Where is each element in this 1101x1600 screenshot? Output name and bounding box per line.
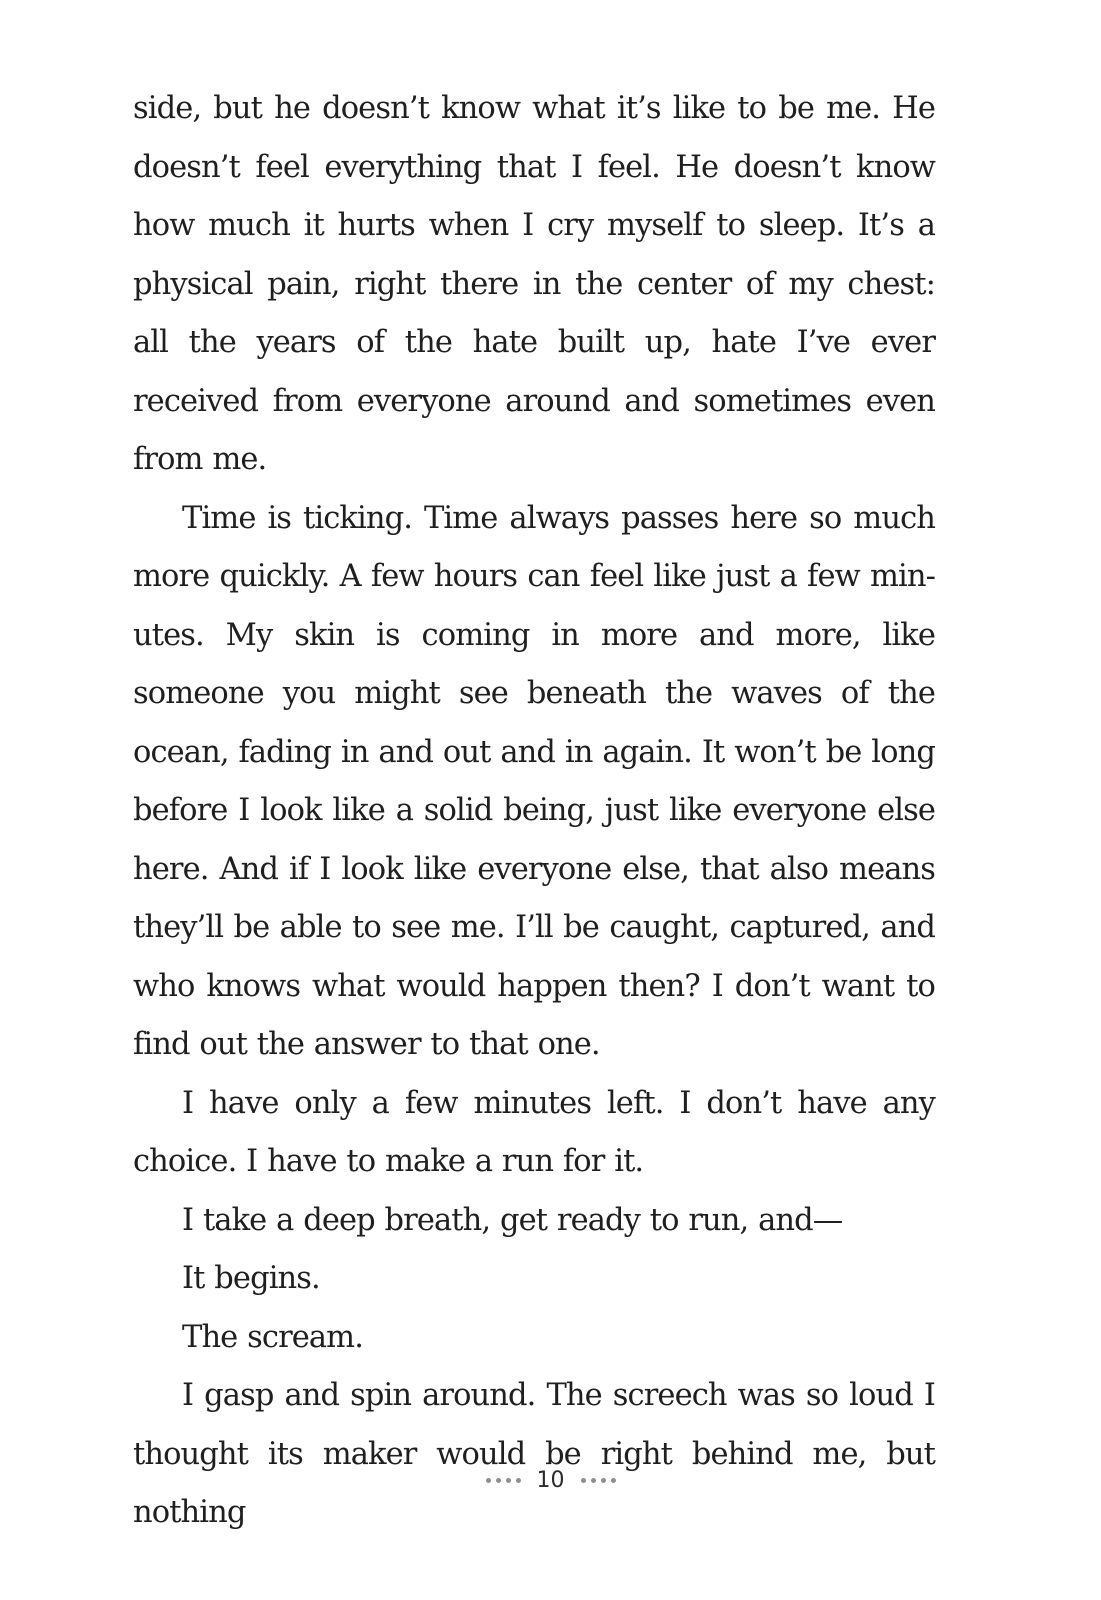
paragraph-7: I gasp and spin around. The screech was so loud I thought its maker would be right behind me, but nothing [133,1378,935,1530]
ornament-dot [516,1478,521,1483]
ornament-dot [496,1478,501,1483]
page-number: 10 [536,1467,565,1493]
paragraph-5: It begins. [182,1261,320,1296]
ornament-dot [591,1478,596,1483]
ornament-dot [486,1478,491,1483]
ornament-dot [611,1478,616,1483]
ornament-dot [601,1478,606,1483]
paragraph-4: I take a deep breath, get ready to run, and— [182,1202,843,1238]
paragraph-6: The scream. [182,1319,363,1355]
ornament-dot [581,1478,586,1483]
ornament-dot [506,1478,511,1483]
page-footer [0,1462,1101,1498]
paragraph-1: side, but he doesn’t know what it’s like to be me. He doesn’t feel everything that I feel. He doesn’t know how much it hurts when I cry myself to sleep. It’s a physical pain, right there in the center of my chest: all the years of the hate built up, hate I’ve ever received from everyone around and sometimes even from me. [133,91,935,477]
paragraph-3: I have only a few minutes left. I don’t have any choice. I have to make a run for it. [133,1085,935,1179]
paragraph-2: Time is ticking. Time always passes here so much more quickly. A few hours can feel like just a few min-utes. My skin is coming in more and more, like someone you might see beneath the waves of the ocean, fading in and out and in again. It won’t be long before I look like a solid being, just like everyone else here. And if I look like everyone else, that also means they’ll be able to see me. I’ll be caught, captured, and who knows what would happen then? I don’t want to find out the answer to that one. [133,500,935,1062]
left-ornament-dots [486,1478,521,1483]
page-body [133,80,935,1543]
right-ornament-dots [581,1478,616,1483]
